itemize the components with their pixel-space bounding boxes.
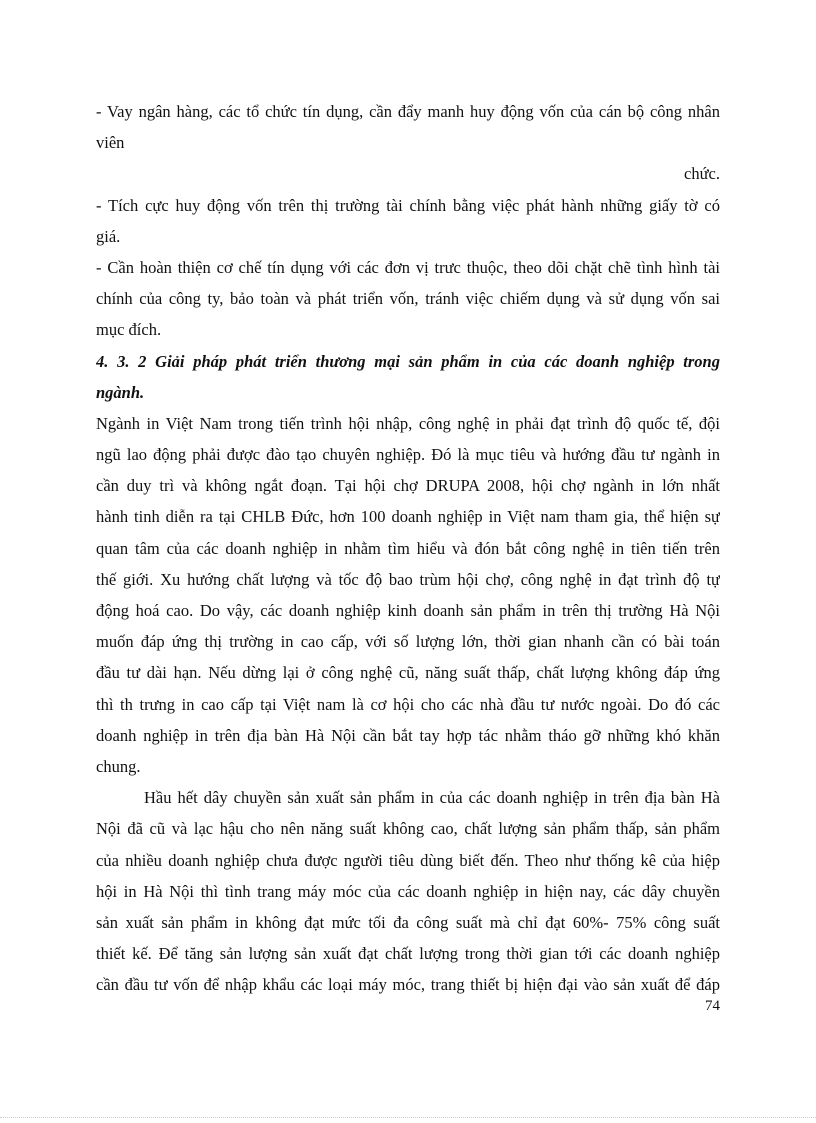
body-line: động hoá cao. Do vậy, các doanh nghiệp kinh doanh sản phẩm in trên thị trường Hà Nội [96, 601, 720, 620]
body-line: chức. [684, 164, 720, 184]
section-heading-continuation: ngành. [96, 382, 145, 402]
body-line: thế giới. Xu hướng chất lượng và tốc độ bao trùm hội chợ, công nghệ in đạt trình độ tự [96, 569, 720, 589]
body-line: giá. [96, 226, 121, 246]
body-line: thiết kế. Để tăng sản lượng sản xuất đạt chất lượng trong thời gian tới các doanh nghiệp [96, 944, 720, 964]
body-line: mục đích. [96, 320, 162, 340]
body-line: hành tinh diễn ra tại CHLB Đức, hơn 100 doanh nghiệp in Việt nam tham gia, thể hiện sự [96, 507, 720, 527]
body-line: - Cần hoàn thiện cơ chế tín dụng với các đơn vị trưc thuộc, theo dõi chặt chẽ tình hình tài [96, 257, 720, 277]
body-line: viên [96, 133, 125, 153]
body-line: muốn đáp ứng thị trường in cao cấp, với số lượng lớn, thời gian nhanh cần có bài toán [96, 632, 720, 652]
body-line: cần duy trì và không ngắt đoạn. Tại hội chợ DRUPA 2008, hội chợ ngành in lớn nhất [96, 476, 720, 496]
body-line: Nội đã cũ và lạc hậu cho nên năng suất không cao, chất lượng sản phẩm thấp, sản phẩm [96, 819, 720, 839]
body-line: đầu tư dài hạn. Nếu dừng lại ở công nghệ cũ, năng suất thấp, chất lượng không đáp ứng [96, 663, 720, 683]
body-line: quan tâm của các doanh nghiệp in nhằm tìm hiểu và đón bắt công nghệ in tiên tiến trên [96, 538, 720, 558]
body-line: - Tích cực huy động vốn trên thị trường tài chính bằng việc phát hành những giấy tờ có [96, 195, 720, 215]
body-line: cần đầu tư vốn để nhập khẩu các loại máy móc, trang thiết bị hiện đại vào sản xuất để đáp [96, 975, 720, 995]
document-page [96, 96, 720, 1000]
body-line: ngũ lao động phải được đào tạo chuyên nghiệp. Đó là mục tiêu và hướng đầu tư ngành in [96, 445, 720, 465]
body-line: chung. [96, 756, 141, 776]
body-line: Ngành in Việt Nam trong tiến trình hội nhập, công nghệ in phải đạt trình độ quốc tế, đội [96, 413, 720, 433]
page-bottom-divider [0, 1117, 816, 1118]
body-line: của nhiều doanh nghiệp chưa được người tiêu dùng biết đến. Theo như thống kê của hiệp [96, 850, 720, 870]
section-heading: 4. 3. 2 Giải pháp phát triển thương mại sản phẩm in của các doanh nghiệp trong [96, 351, 720, 371]
page-number: 74 [705, 998, 720, 1014]
body-line: sản xuất sản phẩm in không đạt mức tối đa công suất mà chỉ đạt 60%- 75% công suất [96, 912, 720, 932]
body-line: thì th trưng in cao cấp tại Việt nam là cơ hội cho các nhà đầu tư nước ngoài. Do đó các [96, 694, 720, 714]
paragraph-first-line: Hầu hết dây chuyền sản xuất sản phẩm in của các doanh nghiệp in trên địa bàn Hà [144, 788, 720, 808]
body-line: - Vay ngân hàng, các tổ chức tín dụng, cần đẩy manh huy động vốn của cán bộ công nhân [96, 102, 720, 121]
body-line: chính của công ty, bảo toàn và phát triển vốn, tránh việc chiếm dụng và sử dụng vốn sai [96, 289, 720, 309]
body-line: hội in Hà Nội thì tình trang máy móc của các doanh nghiệp in hiện nay, các dây chuyền [96, 881, 720, 901]
body-line: doanh nghiệp in trên địa bàn Hà Nội cần bắt tay hợp tác nhằm tháo gỡ những khó khăn [96, 725, 720, 745]
